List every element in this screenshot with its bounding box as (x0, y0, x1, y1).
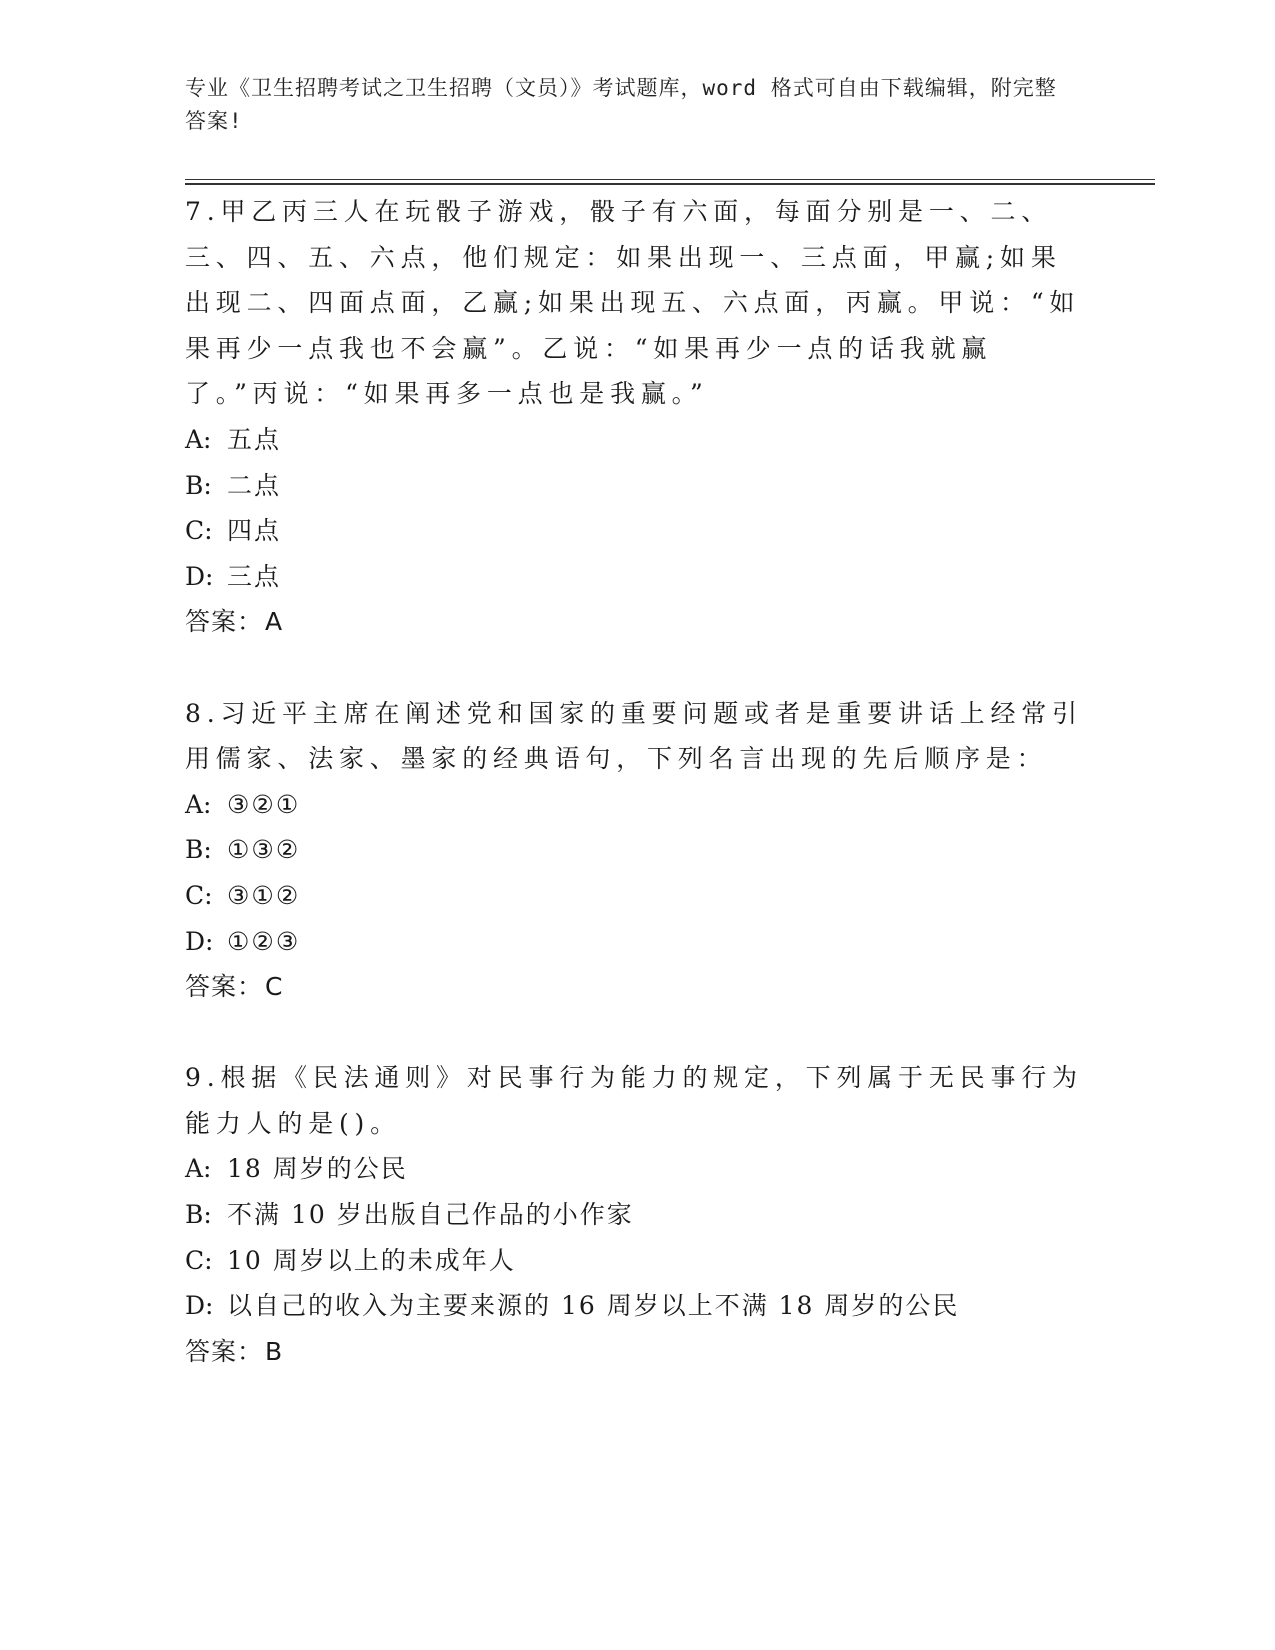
option-a (185, 417, 1085, 463)
option-label: D: (185, 926, 214, 956)
answer-value: B (265, 1336, 284, 1366)
option-c (185, 508, 1085, 554)
option-c (185, 1238, 1085, 1284)
option-label: B: (185, 1200, 212, 1230)
question-list (185, 189, 1085, 1374)
header-divider-thick (185, 183, 1155, 185)
answer-line (185, 964, 1085, 1010)
option-label: A: (185, 1154, 212, 1184)
spacer (185, 645, 1085, 691)
option-b (185, 827, 1085, 873)
question-text: 7.甲乙丙三人在玩骰子游戏，骰子有六面，每面分别是一、二、三、四、五、六点，他们规定：如果出现一、三点面，甲赢;如果出现二、四面点面，乙赢;如果出现五、六点面，丙赢。甲说：“如果再少一点我也不会赢”。乙说：“如果再少一点的话我就赢了。”丙说：“如果再多一点也是我赢。” (185, 197, 1081, 409)
option-label: C: (185, 1245, 213, 1275)
question-9 (185, 1055, 1085, 1374)
answer-line (185, 599, 1085, 645)
option-d (185, 554, 1085, 600)
option-label: D: (185, 561, 214, 591)
option-text: 18 周岁的公民 (227, 1154, 408, 1184)
question-7 (185, 189, 1085, 645)
option-text: 10 周岁以上的未成年人 (227, 1245, 516, 1275)
option-text: 以自己的收入为主要来源的 16 周岁以上不满 18 周岁的公民 (227, 1291, 960, 1321)
option-d (185, 1283, 1085, 1329)
option-a (185, 782, 1085, 828)
header-divider-thin (185, 179, 1155, 180)
question-8 (185, 691, 1085, 1010)
option-a (185, 1146, 1085, 1192)
option-label: B: (185, 470, 212, 500)
option-label: A: (185, 789, 212, 819)
option-label: D: (185, 1291, 214, 1321)
answer-line (185, 1329, 1085, 1375)
option-label: B: (185, 835, 212, 865)
option-label: A: (185, 424, 212, 454)
option-text: ③①② (227, 880, 301, 910)
question-text: 8.习近平主席在阐述党和国家的重要问题或者是重要讲话上经常引用儒家、法家、墨家的经典语句，下列名言出现的先后顺序是： (185, 698, 1083, 774)
option-text: 五点 (227, 424, 282, 454)
question-text: 9.根据《民法通则》对民事行为能力的规定，下列属于无民事行为能力人的是()。 (185, 1063, 1083, 1138)
option-text: 三点 (227, 561, 282, 591)
option-d (185, 919, 1085, 965)
answer-value: C (265, 972, 284, 1002)
option-label: C: (185, 516, 213, 546)
option-text: 四点 (227, 516, 282, 546)
spacer (185, 1010, 1085, 1056)
option-text: 不满 10 岁出版自己作品的小作家 (227, 1200, 634, 1230)
option-label: C: (185, 880, 213, 910)
answer-value: A (265, 607, 284, 637)
option-b (185, 1192, 1085, 1238)
answer-label: 答案： (185, 607, 264, 637)
option-b (185, 463, 1085, 509)
option-text: ③②① (227, 789, 301, 819)
option-text: ①③② (227, 835, 301, 865)
header-note: 专业《卫生招聘考试之卫生招聘（文员）》考试题库，word 格式可自由下载编辑，附完整答案! (185, 76, 1057, 133)
option-text: ①②③ (227, 926, 301, 956)
option-c (185, 873, 1085, 919)
option-text: 二点 (227, 470, 282, 500)
answer-label: 答案： (185, 972, 264, 1002)
answer-label: 答案： (185, 1336, 264, 1366)
